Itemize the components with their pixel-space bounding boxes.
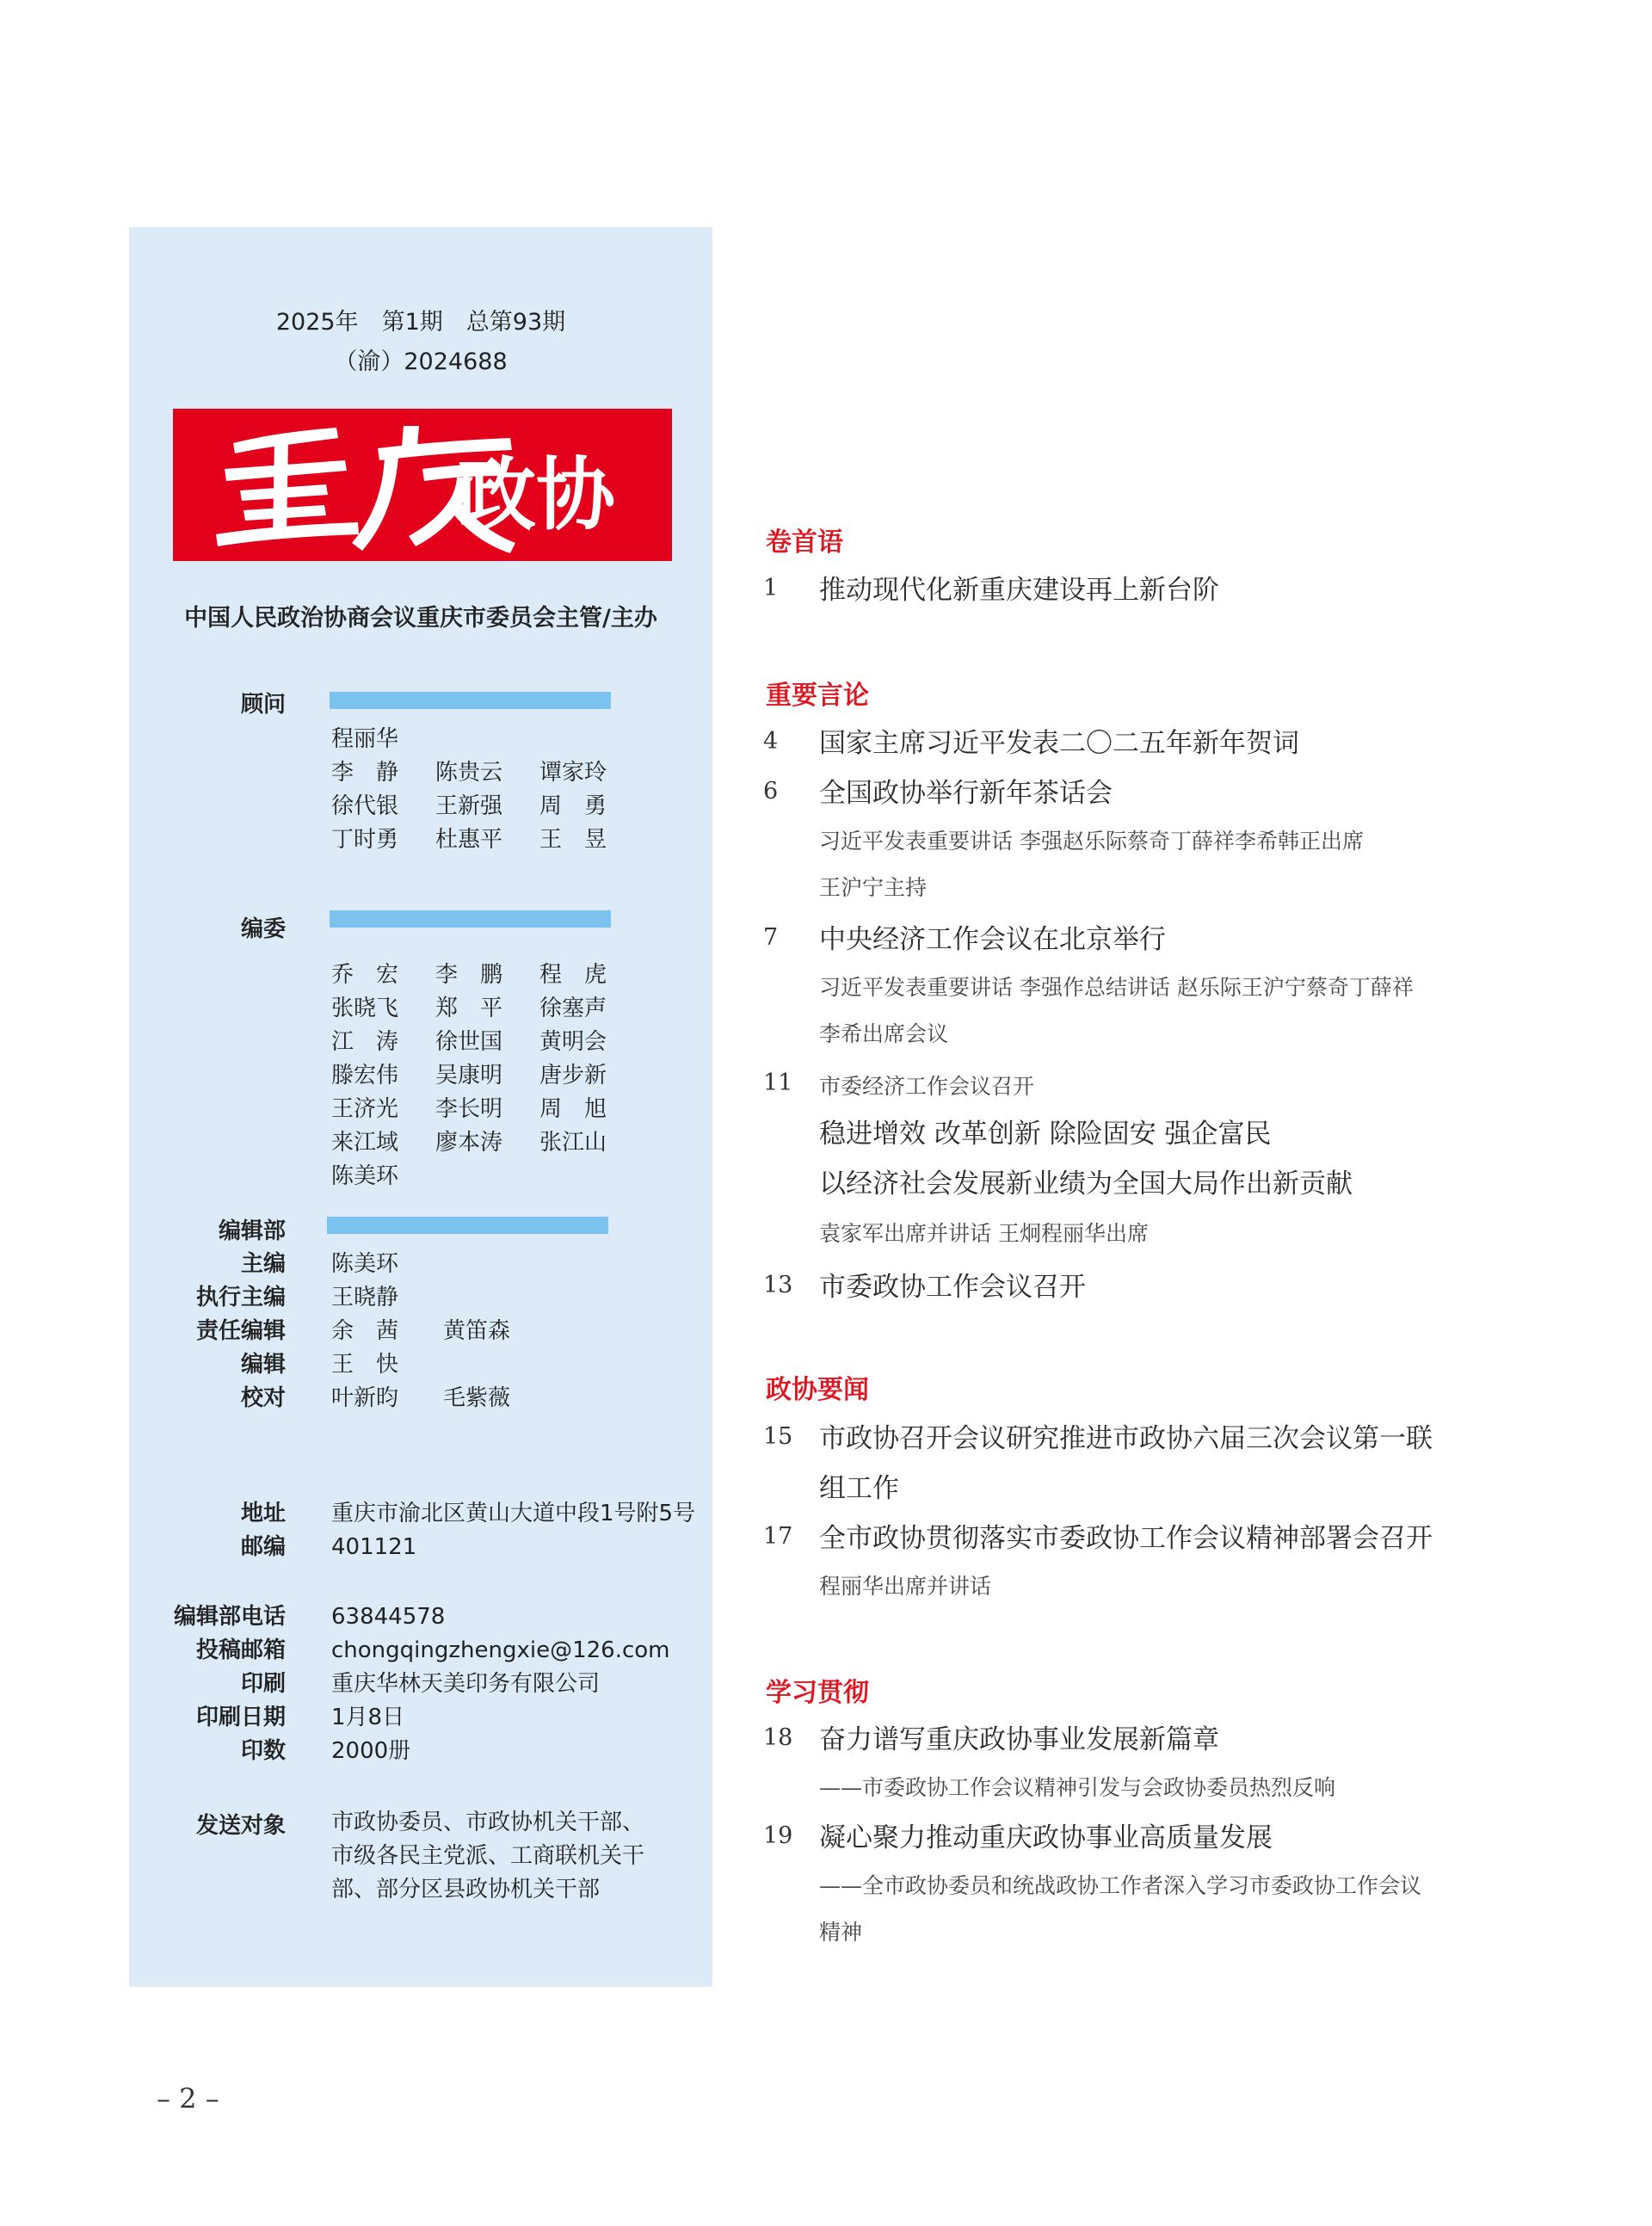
- address-row: 地址 重庆市渝北区黄山大道中段1号附5号: [240, 1501, 696, 1526]
- name-row: 徐代银 王新强 周 勇: [331, 793, 607, 819]
- masthead-panel: [129, 227, 712, 1987]
- toc-section-news: 政协要闻: [766, 1375, 869, 1405]
- page-number: – 2 –: [157, 2082, 219, 2115]
- toc-section-preface: 卷首语: [766, 527, 843, 558]
- email-row: 投稿邮箱 chongqingzhengxie@126.com: [195, 1637, 670, 1663]
- editorial-board-list: [331, 959, 644, 1193]
- postcode-row: 邮编 401121: [240, 1534, 417, 1560]
- toc-section-study: 学习贯彻: [766, 1678, 869, 1708]
- registration-number: （渝）2024688: [334, 348, 508, 375]
- name-row: 来江域 廖本涛 张江山: [331, 1130, 607, 1156]
- name-row: 张晓飞 郑 平 徐塞声: [331, 996, 607, 1021]
- editorial-dept-list: [129, 1248, 712, 1415]
- svg-text:政协: 政协: [457, 449, 616, 541]
- name-row: 江 涛 徐世国 黄明会: [331, 1029, 607, 1055]
- staff-row: 责任编辑 余 茜 黄笛森: [195, 1318, 511, 1344]
- masthead-logo: [173, 409, 672, 561]
- send-to-label: 发送对象: [195, 1813, 286, 1839]
- editorial-dept-bar: [327, 1217, 608, 1234]
- toc-section-speeches: 重要言论: [766, 681, 869, 711]
- send-to-list: 市政协委员、市政协机关干部、 市级各民主党派、工商联机关干 部、部分区县政协机关干部: [331, 1810, 645, 1902]
- name-row: 滕宏伟 吴康明 唐步新: [331, 1063, 607, 1088]
- editorial-board-label: 编委: [240, 916, 286, 942]
- editorial-board-bar: [330, 910, 611, 928]
- advisors-bar: [330, 692, 611, 709]
- name-row: 丁时勇 杜惠平 王 昱: [331, 827, 607, 853]
- editorial-dept-label: 编辑部: [218, 1218, 286, 1244]
- print-run-row: 印数 2000册: [240, 1738, 411, 1764]
- printer-row: 印刷 重庆华林天美印务有限公司: [240, 1671, 601, 1697]
- staff-row: 执行主编 王晓静: [195, 1285, 399, 1310]
- staff-row: 校对 叶新昀 毛紫薇: [240, 1385, 511, 1411]
- advisors-list: [331, 723, 644, 857]
- name-row: 乔 宏 李 鹏 程 虎: [331, 962, 607, 988]
- staff-row: 主编 陈美环: [240, 1251, 399, 1277]
- contact-block: [129, 1600, 712, 1768]
- address-block: [129, 1497, 712, 1564]
- staff-row: 编辑 王 快: [240, 1352, 399, 1378]
- name-row: 陈美环: [331, 1163, 399, 1189]
- masthead-logo-art: [173, 409, 672, 561]
- advisors-label: 顾问: [240, 692, 286, 718]
- name-row: 程丽华: [331, 726, 399, 752]
- name-row: 李 静 陈贵云 谭家玲: [331, 760, 607, 786]
- name-row: 王济光 李长明 周 旭: [331, 1096, 607, 1122]
- phone-row: 编辑部电话 63844578: [173, 1604, 446, 1630]
- sponsor-line: 中国人民政治协商会议重庆市委员会主管/主办: [184, 605, 657, 632]
- issue-info: 2025年 第1期 总第93期: [275, 309, 566, 336]
- print-date-row: 印刷日期 1月8日: [195, 1705, 405, 1730]
